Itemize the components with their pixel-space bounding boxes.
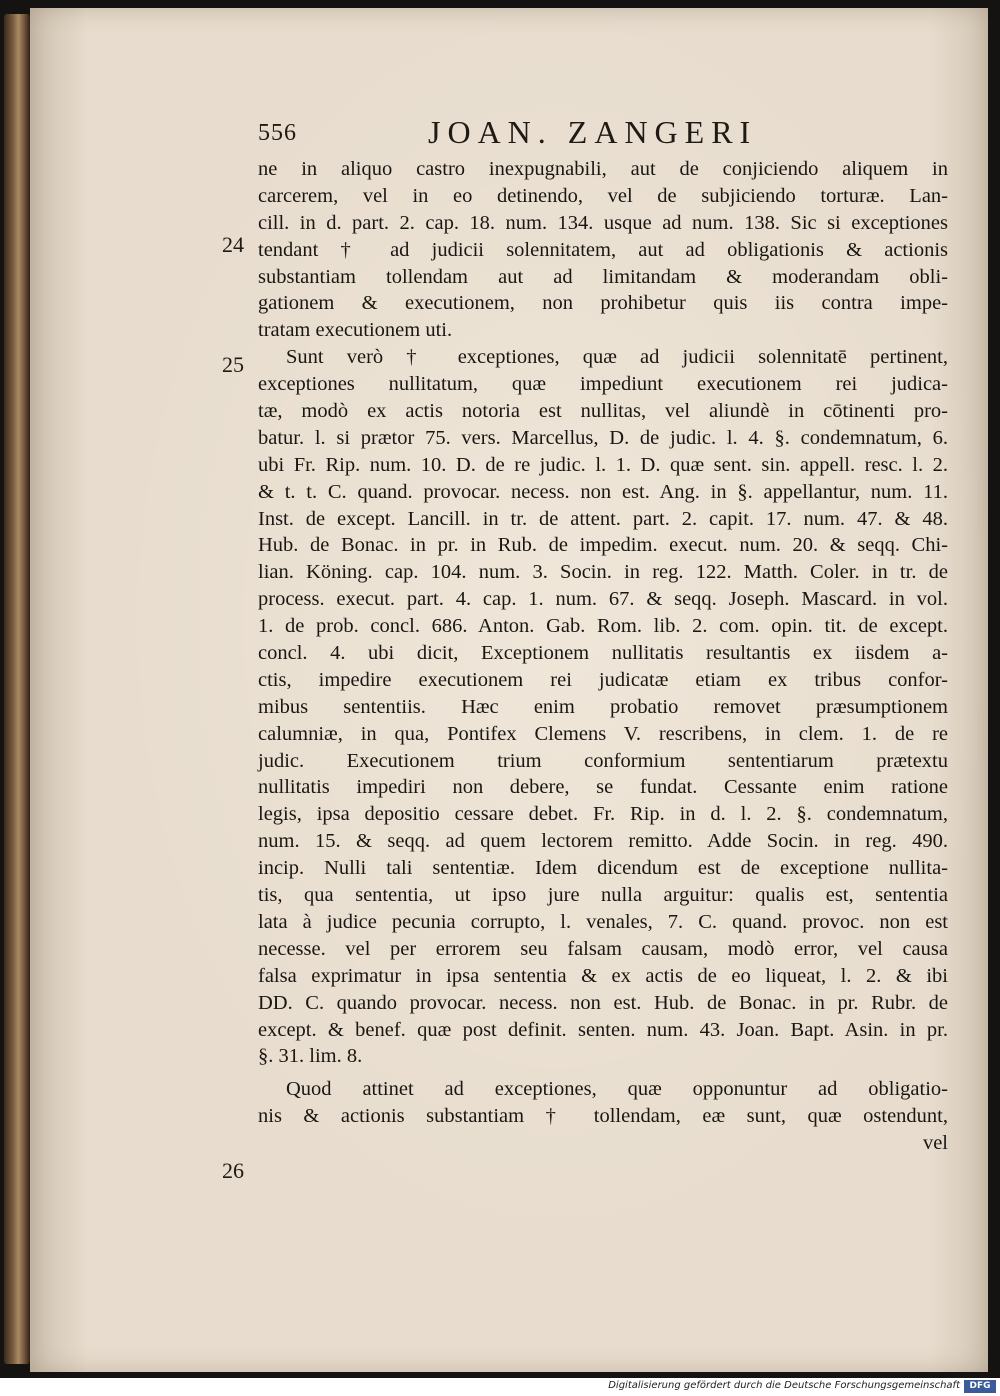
text-line: §. 31. lim. 8. <box>258 1045 363 1068</box>
catchword: vel <box>922 1132 948 1155</box>
text-line: cill. in d. part. 2. cap. 18. num. 134. usque ad num. 138. Sic si exceptiones <box>258 211 948 234</box>
text-line: tratam executionem uti. <box>258 319 453 342</box>
margin-number-24: 24 <box>222 232 244 257</box>
text-line: lian. Köning. cap. 104. num. 3. Socin. in reg. 122. Matth. Coler. in tr. de <box>258 561 948 584</box>
text-line: gationem & executionem, non prohibetur quis iis contra impe- <box>258 292 948 315</box>
text-line: process. execut. part. 4. cap. 1. num. 67. & seqq. Joseph. Mascard. in vol. <box>258 588 948 611</box>
text-line: ctis, impedire executionem rei judicatæ etiam ex tribus confor- <box>258 668 948 691</box>
text-line: Inst. de except. Lancill. in tr. de attent. part. 2. capit. 17. num. 47. & 48. <box>258 507 948 530</box>
text-line: lata à judice pecunia corrupto, l. venales, 7. C. quand. provoc. non est <box>258 910 948 933</box>
text-line: batur. l. si prætor 75. vers. Marcellus, D. de judic. l. 4. §. condemnatum, 6. <box>258 426 948 449</box>
text-line: carcerem, vel in eo detinendo, vel de subjiciendo torturæ. Lan- <box>258 184 948 207</box>
margin-number-25: 25 <box>222 352 244 377</box>
text-line: legis, ipsa depositio cessare debet. Fr. Rip. in d. l. 2. §. condemnatum, <box>258 803 948 826</box>
text-line: substantiam tollendam aut ad limitandam & moderandam obli- <box>258 265 948 288</box>
text-line: falsa exprimatur in ipsa sententia & ex actis de eo liqueat, l. 2. & ibi <box>258 964 948 987</box>
text-line: Sunt verò † exceptiones, quæ ad judicii solennitatē pertinent, <box>286 346 948 369</box>
text-line: DD. C. quando provocar. necess. non est. Hub. de Bonac. in pr. Rubr. de <box>258 991 948 1014</box>
body-text <box>258 156 948 1157</box>
text-line: & t. t. C. quand. provocar. necess. non est. Ang. in §. appellantur, num. 11. <box>258 480 948 503</box>
text-line: judic. Executionem trium conformium sententiarum prætextu <box>258 749 948 772</box>
text-line: except. & benef. quæ post definit. senten. num. 43. Joan. Bapt. Asin. in pr. <box>258 1018 948 1041</box>
text-line: exceptiones nullitatum, quæ impediunt executionem rei judica- <box>258 373 948 396</box>
text-line: nis & actionis substantiam † tollendam, eæ sunt, quæ ostendunt, <box>258 1105 948 1128</box>
margin-number-26: 26 <box>222 1158 244 1183</box>
text-line: tendant † ad judicii solennitatem, aut ad obligationis & actionis <box>258 238 948 261</box>
text-line: calumniæ, in qua, Pontifex Clemens V. rescribens, in clem. 1. de re <box>258 722 948 745</box>
page-number: 556 <box>258 120 297 146</box>
text-line: ne in aliquo castro inexpugnabili, aut de conjiciendo aliquem in <box>258 158 948 180</box>
text-line: incip. Nulli tali sententiæ. Idem dicendum est de exceptione nullita- <box>258 857 948 880</box>
running-head <box>258 114 958 154</box>
text-line: 1. de prob. concl. 686. Anton. Gab. Rom. lib. 2. com. opin. tit. de except. <box>258 615 948 638</box>
text-line: Quod attinet ad exceptiones, quæ opponuntur ad obligatio- <box>286 1078 948 1101</box>
text-line: nullitatis impediri non debere, se fundat. Cessante enim ratione <box>258 776 948 799</box>
running-title: JOAN. ZANGERI <box>428 114 758 150</box>
text-line: mibus sententiis. Hæc enim probatio removet præsumptionem <box>258 695 948 718</box>
dfg-logo: DFG <box>964 1380 996 1393</box>
text-line: Hub. de Bonac. in pr. in Rub. de impedim. execut. num. 20. & seqq. Chi- <box>258 534 948 557</box>
book-edge <box>4 14 30 1364</box>
text-line: tis, qua sententia, ut ipso jure nulla arguitur: qualis est, sententia <box>258 884 948 907</box>
text-line: num. 15. & seqq. ad quem lectorem remitto. Adde Socin. in reg. 490. <box>258 830 948 853</box>
footer-bar <box>0 1378 1000 1396</box>
text-line: tæ, modò ex actis notoria est nullitas, vel aliundè in cōtinenti pro- <box>258 400 948 423</box>
text-line: ubi Fr. Rip. num. 10. D. de re judic. l. 1. D. quæ sent. sin. appell. resc. l. 2. <box>258 453 948 476</box>
text-line: necesse. vel per errorem seu falsam causam, modò error, vel causa <box>258 937 948 960</box>
footer-credit: Digitalisierung gefördert durch die Deutsche Forschungsgemeinschaft <box>608 1380 960 1391</box>
text-line: concl. 4. ubi dicit, Exceptionem nullitatis resultantis ex iisdem a- <box>258 642 948 665</box>
